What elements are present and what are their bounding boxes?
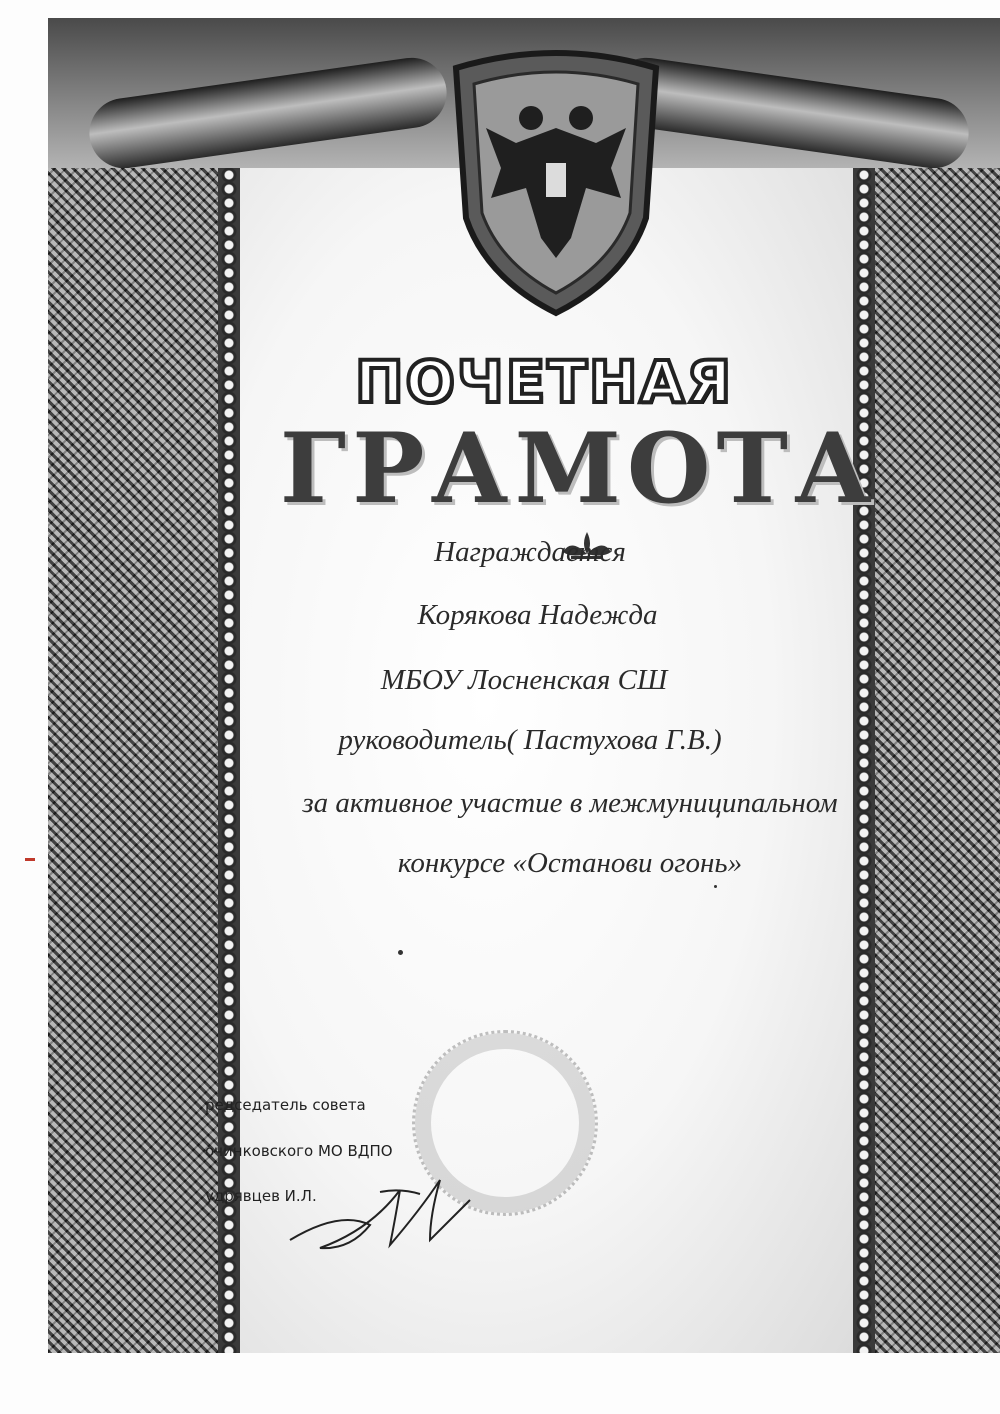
award-reason-line-1: за активное участие в межмуниципальном (302, 787, 838, 819)
title-honorary: ПОЧЕТНАЯ (355, 348, 733, 416)
scan-speck (398, 950, 403, 955)
scan-speck (714, 885, 717, 888)
award-reason-line-2: конкурсе «Останови огонь» (397, 847, 743, 879)
left-lace-trim (218, 168, 240, 1353)
handwritten-signature (280, 1170, 480, 1260)
supervisor-name: руководитель( Пастухова Г.В.) (338, 724, 722, 756)
left-ornament-border (48, 168, 218, 1353)
certificate-title (48, 348, 1000, 525)
school-name: МБОУ Лосненская СШ (380, 664, 668, 696)
right-ornament-border (875, 168, 1000, 1353)
signatory-organization: очинковского МО ВДПО (205, 1142, 393, 1160)
awarded-label: Награждается (434, 536, 626, 568)
right-lace-trim (853, 168, 875, 1353)
signatory-position: редседатель совета (205, 1096, 366, 1114)
title-certificate: ГРАМОТА (279, 412, 879, 525)
signatory-name: удрявцев И.Л. (205, 1187, 317, 1205)
recipient-name: Корякова Надежда (417, 599, 658, 631)
coat-of-arms-shield-icon (446, 48, 666, 318)
red-mark (25, 858, 35, 861)
